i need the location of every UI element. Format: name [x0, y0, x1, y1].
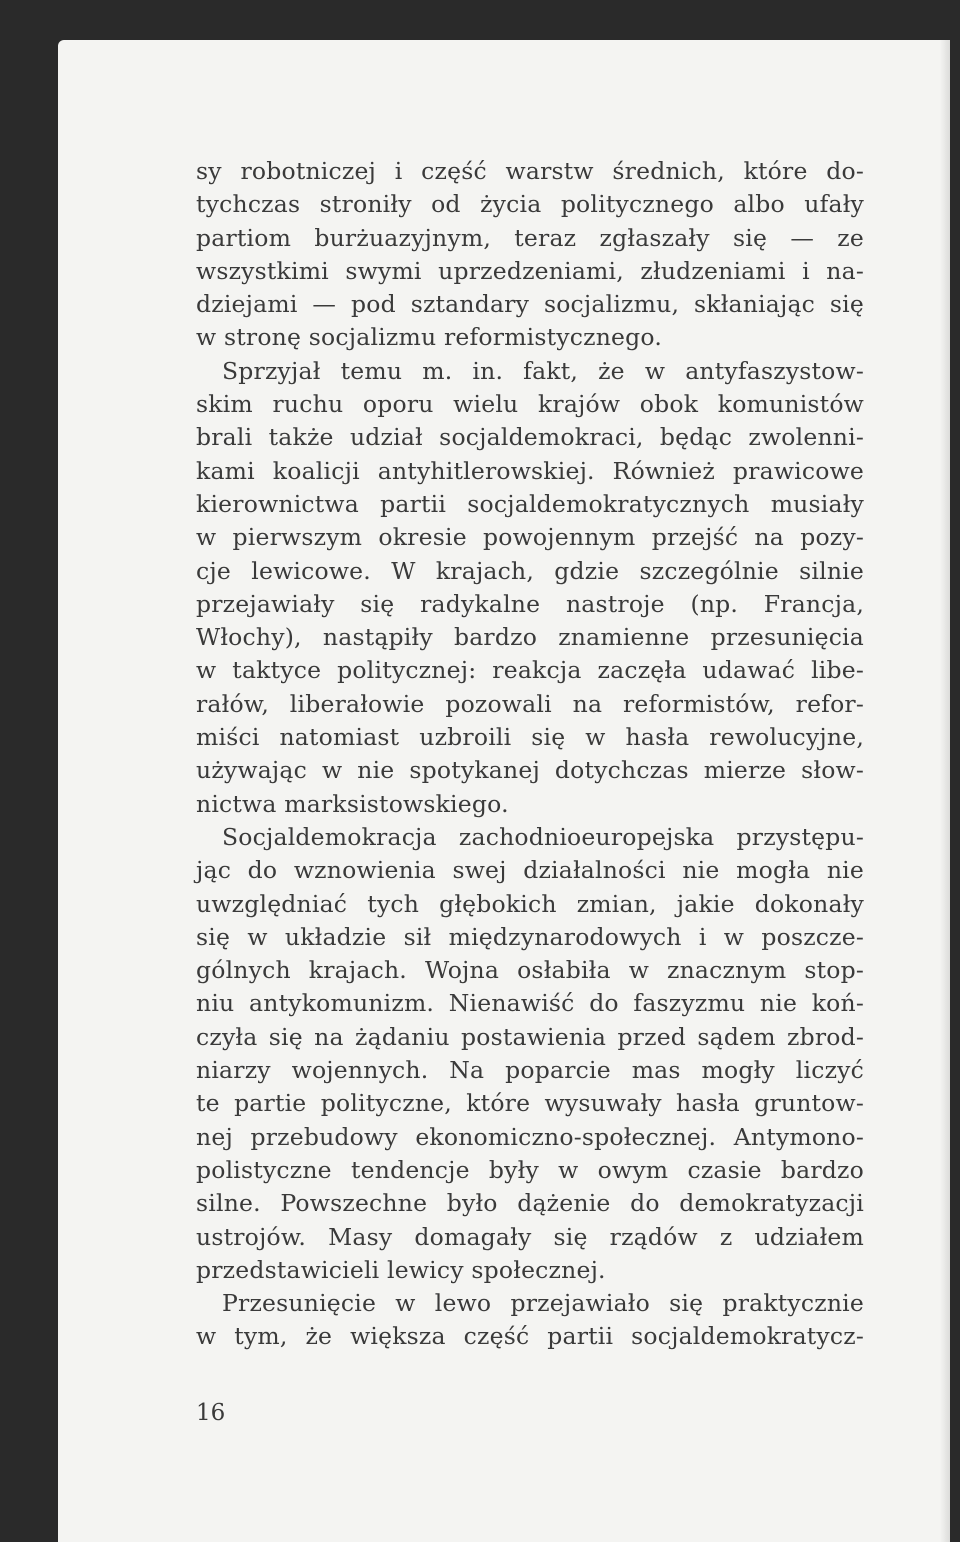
text-line: Socjaldemokracja zachodnioeuropejska przystępu- [222, 822, 864, 851]
text-line: gólnych krajach. Wojna osłabiła w znacznym stop- [196, 956, 864, 985]
text-line: się w układzie sił międzynarodowych i w poszcze- [196, 922, 864, 951]
text-line: w tym, że większa część partii socjaldemokratycz- [196, 1322, 864, 1351]
text-line: w taktyce politycznej: reakcja zaczęła udawać libe- [196, 656, 864, 685]
text-line: brali także udział socjaldemokraci, będąc zwolenni- [196, 423, 864, 452]
text-line: niu antykomunizm. Nienawiść do faszyzmu nie koń- [196, 989, 864, 1018]
text-line: Sprzyjał temu m. in. fakt, że w antyfaszystow- [222, 356, 864, 385]
text-line: uwzględniać tych głębokich zmian, jakie dokonały [196, 889, 864, 918]
text-line: silne. Powszechne było dążenie do demokratyzacji [196, 1189, 864, 1218]
text-line: sy robotniczej i część warstw średnich, które do- [196, 157, 864, 185]
text-line: Włochy), nastąpiły bardzo znamienne przesunięcia [196, 623, 864, 652]
text-line: wszystkimi swymi uprzedzeniami, złudzeniami i na- [196, 256, 864, 285]
text-line: miści natomiast uzbroili się w hasła rewolucyjne, [196, 723, 864, 752]
text-line: jąc do wznowienia swej działalności nie mogła nie [196, 856, 864, 885]
text-line: niarzy wojennych. Na poparcie mas mogły liczyć [196, 1056, 864, 1085]
text-line: czyła się na żądaniu postawienia przed sądem zbrod- [196, 1022, 864, 1051]
page-edge [940, 40, 950, 1542]
text-line: używając w nie spotykanej dotychczas mierze słow- [196, 756, 864, 785]
text-line: rałów, liberałowie pozowali na reformistów, refor- [196, 689, 864, 718]
page-number: 16 [196, 1400, 226, 1426]
text-line: dziejami — pod sztandary socjalizmu, skłaniając się [196, 290, 864, 319]
text-line: polistyczne tendencje były w owym czasie bardzo [196, 1155, 864, 1184]
text-line: w pierwszym okresie powojennym przejść na pozy- [196, 523, 864, 552]
text-line: nictwa marksistowskiego. [196, 789, 509, 818]
text-line: ustrojów. Masy domagały się rządów z udziałem [196, 1222, 864, 1251]
text-line: w stronę socjalizmu reformistycznego. [196, 323, 662, 352]
text-line: kierownictwa partii socjaldemokratycznych musiały [196, 489, 864, 518]
text-line: cje lewicowe. W krajach, gdzie szczególnie silnie [196, 556, 864, 585]
text-line: skim ruchu oporu wielu krajów obok komunistów [196, 390, 864, 419]
text-line: partiom burżuazyjnym, teraz zgłaszały się — ze [196, 223, 864, 252]
text-line: te partie polityczne, które wysuwały hasła gruntow- [196, 1089, 864, 1118]
text-line: kami koalicji antyhitlerowskiej. Również prawicowe [196, 456, 864, 485]
text-line: nej przebudowy ekonomiczno-społecznej. Antymono- [196, 1122, 864, 1151]
text-line: przejawiały się radykalne nastroje (np. Francja, [196, 589, 864, 618]
text-line: Przesunięcie w lewo przejawiało się praktycznie [222, 1289, 864, 1318]
text-line: przedstawicieli lewicy społecznej. [196, 1255, 606, 1284]
body-text [196, 155, 864, 1354]
text-line: tychczas stroniły od życia politycznego albo ufały [196, 190, 864, 219]
